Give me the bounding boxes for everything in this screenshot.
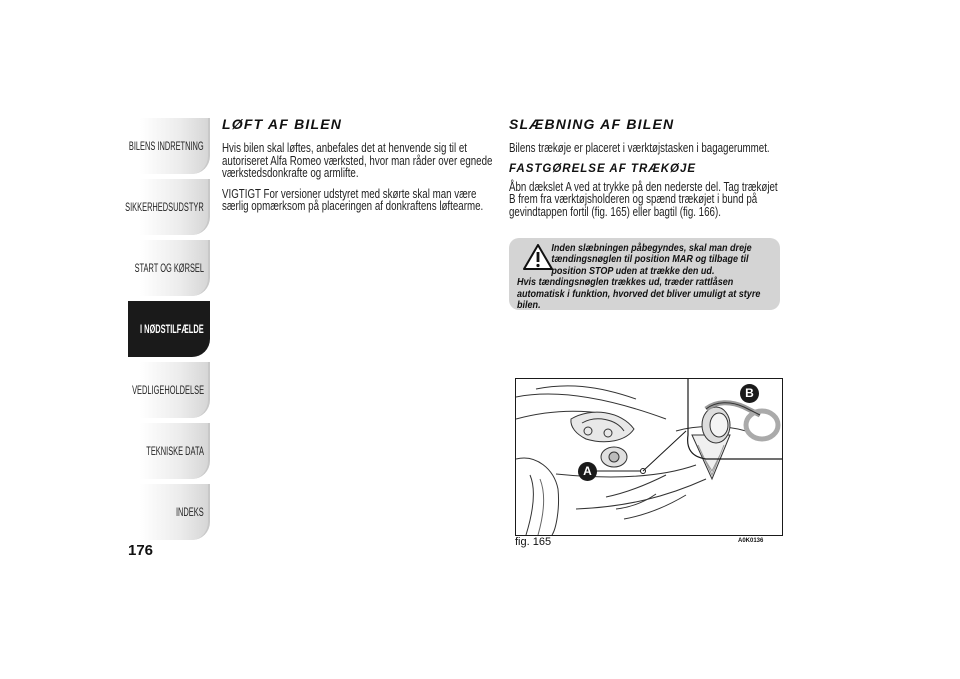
paragraph: Hvis bilen skal løftes, anbefales det at henvende sig til et autoriseret Alfa Romeo værksted, hvor man råder over egnede værkstedsdonkrafte og armlifte. — [222, 141, 493, 180]
section-title: LØFT AF BILEN — [222, 116, 343, 132]
subsection-title: FASTGØRELSE AF TRÆKØJE — [509, 162, 697, 175]
car-front-illustration — [516, 379, 782, 535]
tab-bilens-indretning[interactable]: BILENS INDRETNING — [128, 118, 210, 174]
section-loft-af-bilen — [222, 116, 494, 221]
callout-b: B — [740, 384, 759, 403]
tab-sikkerhedsudstyr[interactable]: SIKKERHEDSUDSTYR — [128, 179, 210, 235]
figure-caption: fig. 165 — [515, 536, 552, 548]
tab-i-nodstilfaelde[interactable]: I NØDSTILFÆLDE — [128, 301, 210, 357]
figure-165 — [515, 378, 783, 536]
warning-text: Inden slæbningen påbegyndes, skal man dreje tændingsnøglen til position MAR og tilbage til position STOP uden at trække den ud. Hvis tændingsnøglen trækkes ud, træder rattlåsen automatisk i funktion, hvorved det bliver umuligt at styre bilen. — [517, 242, 761, 312]
tab-start-og-korsel[interactable]: START OG KØRSEL — [128, 240, 210, 296]
section-title: SLÆBNING AF BILEN — [509, 116, 675, 132]
warning-box — [509, 238, 780, 310]
figure-code: A0K0136 — [738, 538, 764, 544]
paragraph: Bilens trækøje er placeret i værktøjstasken i bagagerummet. — [509, 141, 770, 155]
tab-indeks[interactable]: INDEKS — [128, 484, 210, 540]
tab-tekniske-data[interactable]: TEKNISKE DATA — [128, 423, 210, 479]
callout-a: A — [578, 462, 597, 481]
chapter-index — [125, 118, 210, 545]
section-slaebning-af-bilen — [509, 116, 781, 226]
tab-vedligeholdelse[interactable]: VEDLIGEHOLDELSE — [128, 362, 210, 418]
page-number: 176 — [128, 542, 154, 559]
paragraph-important: VIGTIGT For versioner udstyret med skørte skal man være særlig opmærksom på placeringen af donkraftens løftearme. — [222, 186, 484, 213]
paragraph: Åbn dækslet A ved at trykke på den nederste del. Tag trækøjet B frem fra værktøjsholderen og spænd trækøjet i bund på gevindtappen fortil (fig. 165) eller bagtil (fig. 166). — [509, 179, 778, 219]
